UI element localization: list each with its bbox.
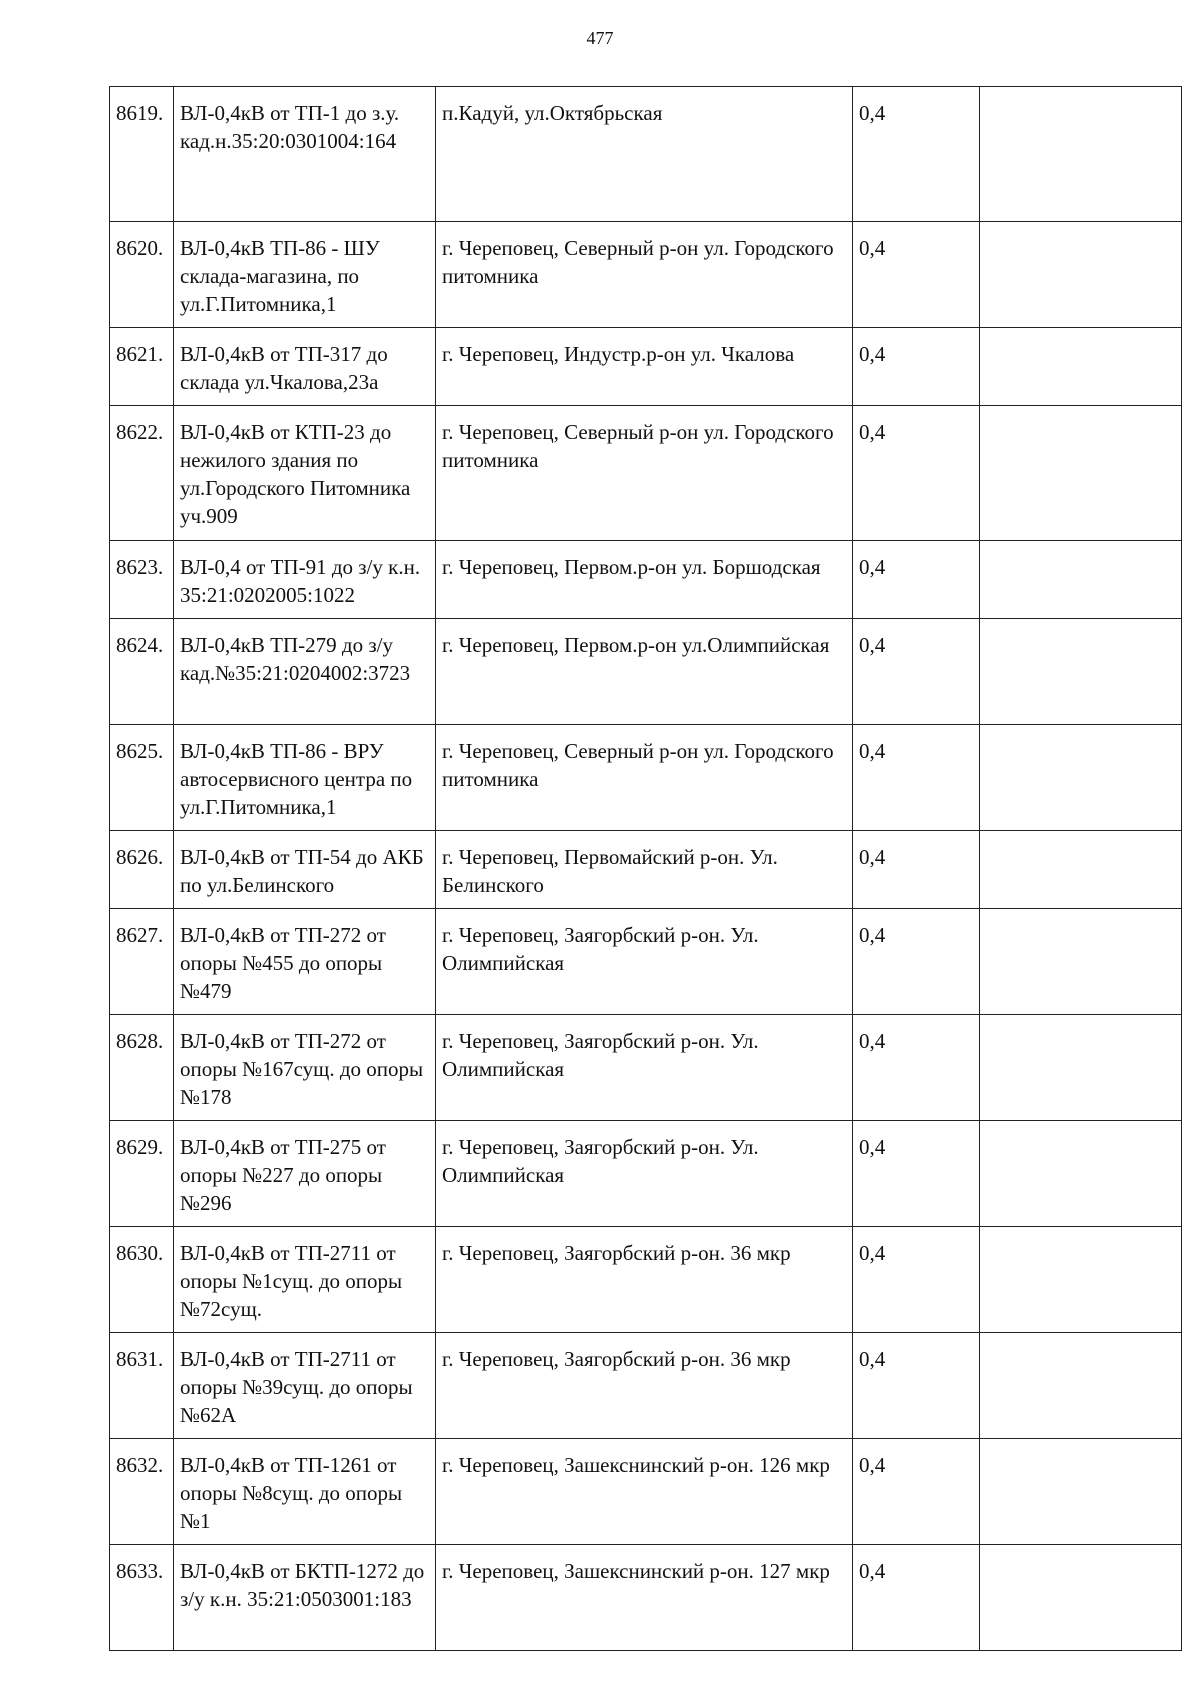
registry-table (109, 86, 1182, 1651)
row-number-cell: 8625. (110, 725, 174, 831)
empty-cell (980, 87, 1182, 222)
line-name-cell: ВЛ-0,4кВ от БКТП-1272 до з/у к.н. 35:21:0503001:183 (174, 1545, 436, 1651)
empty-cell (980, 328, 1182, 406)
empty-cell (980, 1015, 1182, 1121)
table-row (110, 1333, 1182, 1439)
line-name-cell: ВЛ-0,4кВ от ТП-2711 от опоры №39сущ. до опоры №62А (174, 1333, 436, 1439)
voltage-cell: 0,4 (853, 831, 980, 909)
address-cell: г. Череповец, Заягорбский р-он. Ул. Олимпийская (436, 1015, 853, 1121)
address-cell: г. Череповец, Первом.р-он ул.Олимпийская (436, 619, 853, 725)
table-row (110, 222, 1182, 328)
voltage-cell: 0,4 (853, 1121, 980, 1227)
line-name-cell: ВЛ-0,4кВ ТП-279 до з/у кад.№35:21:0204002:3723 (174, 619, 436, 725)
voltage-cell: 0,4 (853, 1227, 980, 1333)
voltage-cell: 0,4 (853, 406, 980, 541)
voltage-cell: 0,4 (853, 328, 980, 406)
voltage-cell: 0,4 (853, 619, 980, 725)
voltage-cell: 0,4 (853, 1015, 980, 1121)
address-cell: г. Череповец, Северный р-он ул. Городского питомника (436, 725, 853, 831)
empty-cell (980, 725, 1182, 831)
address-cell: г. Череповец, Первомайский р-он. Ул. Белинского (436, 831, 853, 909)
table-row (110, 328, 1182, 406)
line-name-cell: ВЛ-0,4кВ от ТП-54 до АКБ по ул.Белинского (174, 831, 436, 909)
table-row (110, 909, 1182, 1015)
empty-cell (980, 1121, 1182, 1227)
row-number-cell: 8631. (110, 1333, 174, 1439)
address-cell: г. Череповец, Заягорбский р-он. Ул. Олимпийская (436, 909, 853, 1015)
row-number-cell: 8626. (110, 831, 174, 909)
address-cell: г. Череповец, Индустр.р-он ул. Чкалова (436, 328, 853, 406)
row-number-cell: 8630. (110, 1227, 174, 1333)
row-number-cell: 8632. (110, 1439, 174, 1545)
empty-cell (980, 619, 1182, 725)
table-row (110, 619, 1182, 725)
empty-cell (980, 831, 1182, 909)
line-name-cell: ВЛ-0,4кВ от ТП-1 до з.у. кад.н.35:20:0301004:164 (174, 87, 436, 222)
line-name-cell: ВЛ-0,4кВ ТП-86 - ШУ склада-магазина, по ул.Г.Питомника,1 (174, 222, 436, 328)
table-row (110, 1439, 1182, 1545)
voltage-cell: 0,4 (853, 222, 980, 328)
table-row (110, 87, 1182, 222)
address-cell: п.Кадуй, ул.Октябрьская (436, 87, 853, 222)
voltage-cell: 0,4 (853, 87, 980, 222)
voltage-cell: 0,4 (853, 541, 980, 619)
address-cell: г. Череповец, Первом.р-он ул. Боршодская (436, 541, 853, 619)
address-cell: г. Череповец, Зашекснинский р-он. 126 мкр (436, 1439, 853, 1545)
table-row (110, 1227, 1182, 1333)
registry-table-body (110, 87, 1182, 1651)
row-number-cell: 8623. (110, 541, 174, 619)
empty-cell (980, 222, 1182, 328)
page-number: 477 (586, 28, 614, 48)
table-row (110, 541, 1182, 619)
address-cell: г. Череповец, Заягорбский р-он. 36 мкр (436, 1227, 853, 1333)
address-cell: г. Череповец, Зашекснинский р-он. 127 мкр (436, 1545, 853, 1651)
row-number-cell: 8629. (110, 1121, 174, 1227)
address-cell: г. Череповец, Заягорбский р-он. 36 мкр (436, 1333, 853, 1439)
empty-cell (980, 1545, 1182, 1651)
row-number-cell: 8619. (110, 87, 174, 222)
table-row (110, 725, 1182, 831)
table-row (110, 1545, 1182, 1651)
address-cell: г. Череповец, Заягорбский р-он. Ул. Олимпийская (436, 1121, 853, 1227)
empty-cell (980, 406, 1182, 541)
row-number-cell: 8620. (110, 222, 174, 328)
line-name-cell: ВЛ-0,4кВ от КТП-23 до нежилого здания по ул.Городского Питомника уч.909 (174, 406, 436, 541)
line-name-cell: ВЛ-0,4кВ от ТП-272 от опоры №167сущ. до опоры №178 (174, 1015, 436, 1121)
address-cell: г. Череповец, Северный р-он ул. Городского питомника (436, 406, 853, 541)
empty-cell (980, 1439, 1182, 1545)
table-row (110, 1015, 1182, 1121)
line-name-cell: ВЛ-0,4кВ ТП-86 - ВРУ автосервисного центра по ул.Г.Питомника,1 (174, 725, 436, 831)
row-number-cell: 8628. (110, 1015, 174, 1121)
voltage-cell: 0,4 (853, 1333, 980, 1439)
line-name-cell: ВЛ-0,4 от ТП-91 до з/у к.н. 35:21:0202005:1022 (174, 541, 436, 619)
empty-cell (980, 1227, 1182, 1333)
table-row (110, 831, 1182, 909)
voltage-cell: 0,4 (853, 1545, 980, 1651)
line-name-cell: ВЛ-0,4кВ от ТП-2711 от опоры №1сущ. до опоры №72сущ. (174, 1227, 436, 1333)
table-row (110, 406, 1182, 541)
row-number-cell: 8621. (110, 328, 174, 406)
line-name-cell: ВЛ-0,4кВ от ТП-317 до склада ул.Чкалова,23а (174, 328, 436, 406)
voltage-cell: 0,4 (853, 909, 980, 1015)
line-name-cell: ВЛ-0,4кВ от ТП-1261 от опоры №8сущ. до опоры №1 (174, 1439, 436, 1545)
voltage-cell: 0,4 (853, 1439, 980, 1545)
row-number-cell: 8622. (110, 406, 174, 541)
row-number-cell: 8633. (110, 1545, 174, 1651)
empty-cell (980, 1333, 1182, 1439)
address-cell: г. Череповец, Северный р-он ул. Городского питомника (436, 222, 853, 328)
line-name-cell: ВЛ-0,4кВ от ТП-272 от опоры №455 до опоры №479 (174, 909, 436, 1015)
voltage-cell: 0,4 (853, 725, 980, 831)
row-number-cell: 8627. (110, 909, 174, 1015)
line-name-cell: ВЛ-0,4кВ от ТП-275 от опоры №227 до опоры №296 (174, 1121, 436, 1227)
table-row (110, 1121, 1182, 1227)
row-number-cell: 8624. (110, 619, 174, 725)
empty-cell (980, 541, 1182, 619)
empty-cell (980, 909, 1182, 1015)
